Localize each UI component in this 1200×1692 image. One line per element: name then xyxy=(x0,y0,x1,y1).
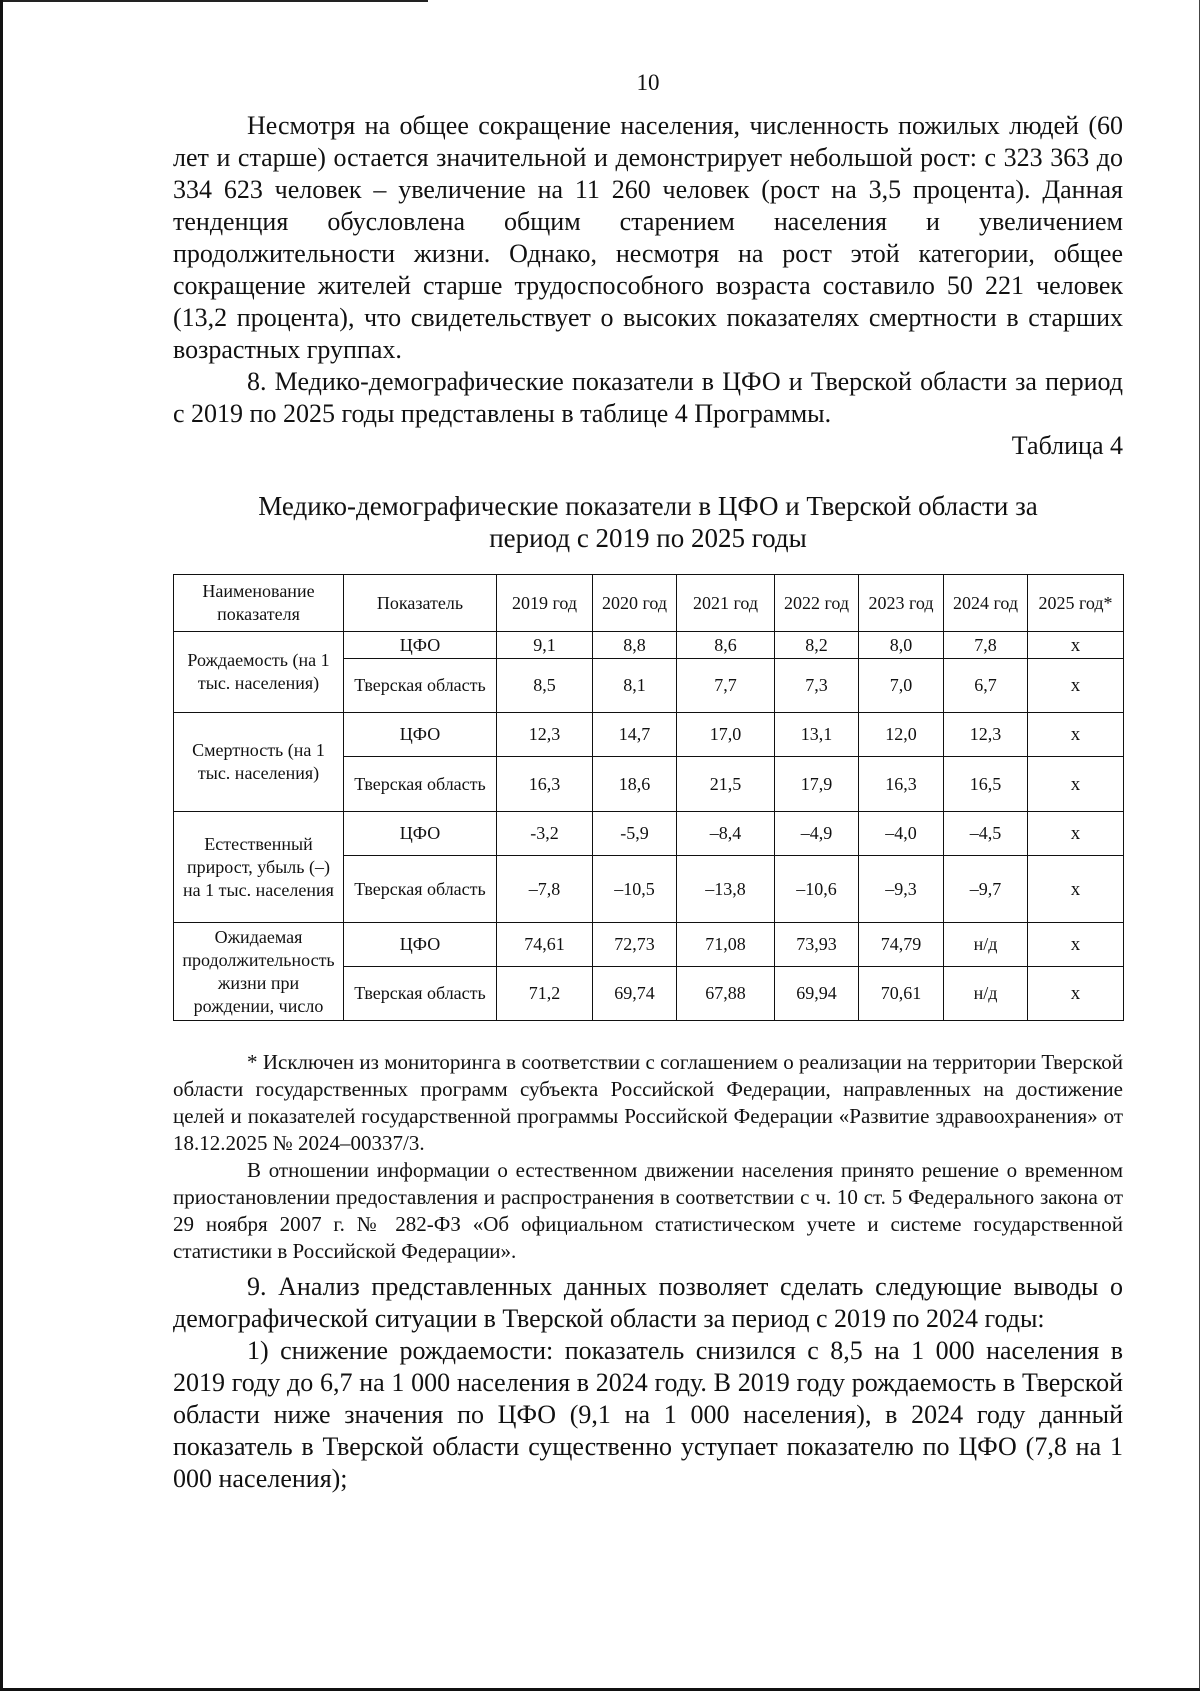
page-number: 10 xyxy=(636,70,660,95)
document-page xyxy=(173,70,1123,1495)
table-cell: –4,0 xyxy=(859,812,944,856)
table-cell: 21,5 xyxy=(677,757,775,812)
table-row xyxy=(174,812,1124,856)
header-cell-2021: 2021 год xyxy=(677,575,775,632)
table-cell: –4,9 xyxy=(775,812,859,856)
table-footnotes xyxy=(173,1049,1123,1265)
table-cell: –13,8 xyxy=(677,856,775,923)
table-title: Медико-демографические показатели в ЦФО и Тверской области за период с 2019 по 2025 годы xyxy=(258,491,1038,553)
header-cell-2019: 2019 год xyxy=(497,575,593,632)
table-cell: 67,88 xyxy=(677,967,775,1021)
header-cell-2023: 2023 год xyxy=(859,575,944,632)
table-caption: Таблица 4 xyxy=(1011,431,1123,460)
table-cell: –9,7 xyxy=(944,856,1028,923)
table-cell: –4,5 xyxy=(944,812,1028,856)
table-cell: х xyxy=(1028,713,1124,757)
paragraph-birth-decline: 1) снижение рождаемости: показатель снизился с 8,5 на 1 000 населения в 2019 году до 6,7 на 1 000 населения в 2024 году. В 2019 году рождаемость в Тверской области ниже значения по ЦФО (9,1 на 1 000 населения), в 2024 году данный показатель в Тверской области существенно уступает показателю по ЦФО (7,8 на 1 000 населения); xyxy=(173,1336,1123,1493)
table-cell: 16,3 xyxy=(859,757,944,812)
table-row xyxy=(174,713,1124,757)
table-cell: 8,2 xyxy=(775,632,859,659)
row-label: Тверская область xyxy=(344,659,497,713)
table-cell: –9,3 xyxy=(859,856,944,923)
header-cell-indicator: Показатель xyxy=(344,575,497,632)
table-cell: 72,73 xyxy=(593,923,677,967)
header-cell-2020: 2020 год xyxy=(593,575,677,632)
table-row xyxy=(174,632,1124,659)
row-label: Тверская область xyxy=(344,856,497,923)
table-cell: х xyxy=(1028,923,1124,967)
table-cell: 71,2 xyxy=(497,967,593,1021)
table-cell: 8,5 xyxy=(497,659,593,713)
indicator-mortality: Смертность (на 1 тыс. населения) xyxy=(174,713,344,812)
table-cell: 16,3 xyxy=(497,757,593,812)
table-cell: –8,4 xyxy=(677,812,775,856)
table-cell: 73,93 xyxy=(775,923,859,967)
table-cell: 9,1 xyxy=(497,632,593,659)
footnote-suspension: В отношении информации о естественном движении населения принято решение о временном приостановлении предоставления и распространения в соответствии с ч. 10 ст. 5 Федерального закона от 29 ноября 2007 г. № 282-ФЗ «Об официальном статистическом учете и системе государственной статистики в Российской Федерации». xyxy=(173,1158,1123,1263)
table-cell: 8,0 xyxy=(859,632,944,659)
table-cell: 7,0 xyxy=(859,659,944,713)
table-cell: 71,08 xyxy=(677,923,775,967)
row-label: Тверская область xyxy=(344,967,497,1021)
indicator-life-expectancy: Ожидаемая продолжительность жизни при рождении, число xyxy=(174,923,344,1021)
table-cell: -3,2 xyxy=(497,812,593,856)
table-cell: 69,74 xyxy=(593,967,677,1021)
paragraph-item-9: 9. Анализ представленных данных позволяет сделать следующие выводы о демографической ситуации в Тверской области за период с 2019 по 2024 годы: xyxy=(173,1272,1123,1333)
table-cell: н/д xyxy=(944,967,1028,1021)
header-cell-2022: 2022 год xyxy=(775,575,859,632)
table-cell: х xyxy=(1028,856,1124,923)
table-cell: 13,1 xyxy=(775,713,859,757)
indicator-natural-increase: Естественный прирост, убыль (–) на 1 тыс. населения xyxy=(174,812,344,923)
row-label: ЦФО xyxy=(344,812,497,856)
table-cell: х xyxy=(1028,812,1124,856)
table-cell: –7,8 xyxy=(497,856,593,923)
table-cell: –10,5 xyxy=(593,856,677,923)
table-cell: х xyxy=(1028,632,1124,659)
table-cell: 12,3 xyxy=(497,713,593,757)
table-cell: 17,0 xyxy=(677,713,775,757)
table-cell: н/д xyxy=(944,923,1028,967)
table-cell: 69,94 xyxy=(775,967,859,1021)
paragraph-item-8: 8. Медико-демографические показатели в ЦФО и Тверской области за период с 2019 по 2025 годы представлены в таблице 4 Программы. xyxy=(173,367,1123,428)
table-cell: 7,3 xyxy=(775,659,859,713)
table-cell: 12,3 xyxy=(944,713,1028,757)
table-cell: 14,7 xyxy=(593,713,677,757)
table-cell: 8,8 xyxy=(593,632,677,659)
row-label: ЦФО xyxy=(344,632,497,659)
paragraph-elderly-population: Несмотря на общее сокращение населения, численность пожилых людей (60 лет и старше) остается значительной и демонстрирует небольшой рост: с 323 363 до 334 623 человек – увеличение на 11 260 человек (рост на 3,5 процента). Данная тенденция обусловлена общим старением населения и увеличением продолжительности жизни. Однако, несмотря на рост этой категории, общее сокращение жителей старше трудоспособного возраста составило 50 221 человек (13,2 процента), что свидетельствует о высоких показателях смертности в старших возрастных группах. xyxy=(173,111,1123,364)
table-cell: 7,7 xyxy=(677,659,775,713)
table-cell: 16,5 xyxy=(944,757,1028,812)
table-cell: 74,79 xyxy=(859,923,944,967)
table-cell: 70,61 xyxy=(859,967,944,1021)
table-header-row xyxy=(174,575,1124,632)
table-cell: х xyxy=(1028,659,1124,713)
demographic-table xyxy=(173,574,1124,1021)
table-cell: -5,9 xyxy=(593,812,677,856)
row-label: ЦФО xyxy=(344,713,497,757)
table-cell: 8,1 xyxy=(593,659,677,713)
table-cell: 74,61 xyxy=(497,923,593,967)
header-cell-2025: 2025 год* xyxy=(1028,575,1124,632)
table-cell: х xyxy=(1028,967,1124,1021)
indicator-birth-rate: Рождаемость (на 1 тыс. населения) xyxy=(174,632,344,713)
row-label: ЦФО xyxy=(344,923,497,967)
header-cell-2024: 2024 год xyxy=(944,575,1028,632)
table-cell: 8,6 xyxy=(677,632,775,659)
table-cell: 18,6 xyxy=(593,757,677,812)
table-cell: –10,6 xyxy=(775,856,859,923)
row-label: Тверская область xyxy=(344,757,497,812)
table-cell: 12,0 xyxy=(859,713,944,757)
table-cell: х xyxy=(1028,757,1124,812)
footnote-excluded: * Исключен из мониторинга в соответствии с соглашением о реализации на территории Тверской области государственных программ субъекта Российской Федерации, направленных на достижение целей и показателей государственной программы Российской Федерации «Развитие здравоохранения» от 18.12.2025 № 2024–00337/3. xyxy=(173,1050,1123,1155)
header-cell-indicator-name: Наименование показателя xyxy=(174,575,344,632)
table-cell: 7,8 xyxy=(944,632,1028,659)
table-row xyxy=(174,923,1124,967)
table-cell: 6,7 xyxy=(944,659,1028,713)
table-cell: 17,9 xyxy=(775,757,859,812)
